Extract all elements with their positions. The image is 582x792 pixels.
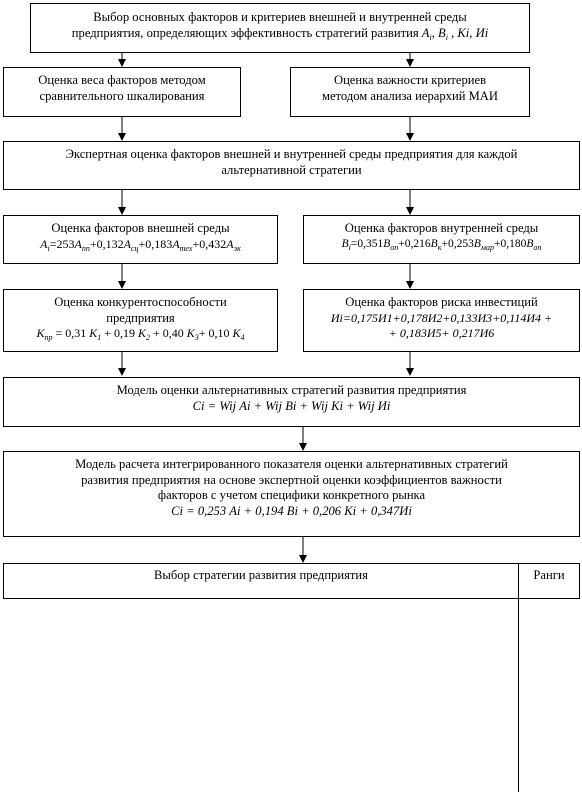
box-select-factors-line2: предприятия, определяющих эффективность стратегий развития $А_i$, $В_i$ , Ki, Иi [71, 25, 489, 42]
box-investment-risk-title: Оценка факторов риска инвестиций [345, 295, 538, 309]
box-integrated-indicator-line2: развития предприятия на основе экспертной оценки коэффициентов важности [81, 472, 502, 487]
box-criteria-importance-line2: методом анализа иерархий МАИ [321, 88, 498, 103]
box-factor-weight [3, 67, 241, 117]
table-header-ranks: Ранги [533, 568, 565, 582]
table-header-strategy: Выбор стратегии развития предприятия [154, 568, 368, 582]
box-integrated-indicator-line1: Модель расчета интегрированного показателя оценки альтернативных стратегий [75, 457, 508, 471]
box-expert-assessment-line1: Экспертная оценка факторов внешней и внутренней среды предприятия для каждой [65, 147, 518, 161]
box-criteria-importance-line1: Оценка важности критериев [333, 73, 487, 87]
internal-formula: $В_i=0,351В_{оп}+0,216В_к+0,253В_{мар}+0,180В_{оп}$ [341, 237, 542, 252]
box-strategy-model-line1: Модель оценки альтернативных стратегий развития предприятия [116, 383, 467, 397]
box-expert-assessment-line2: альтернативной стратегии [221, 162, 362, 177]
box-select-factors-line1: Выбор основных факторов и критериев внешней и внутренней среды [93, 10, 467, 24]
box-external-factors-title: Оценка факторов внешней среды [51, 221, 230, 235]
box-external-factors [3, 215, 278, 264]
competitiveness-formula: $К_{пр} = 0,31$ $К_1 + 0,19$ $К_2 + 0,40$ $К_3+ 0,10$ $К_4$ [36, 326, 245, 342]
box-integrated-indicator-line3: факторов с учетом специфики конкретного рынка [157, 488, 426, 502]
risk-formula-line1: Иi=0,175И1+0,178И2+0,133И3+0,114И4 + [330, 310, 553, 325]
box-integrated-indicator [3, 451, 580, 537]
box-investment-risk [303, 289, 580, 352]
table-column-divider [518, 563, 519, 792]
box-factor-weight-line2: сравнительного шкалирования [39, 88, 205, 103]
box-internal-factors [303, 215, 580, 264]
box-internal-factors-title: Оценка факторов внутренней среды [344, 221, 539, 235]
external-formula: $А_i=253А_{пп}+0,132А_{сц}+0,183А_{тех}+0,432А_{эк}$ [40, 236, 241, 253]
box-competitiveness-line2: предприятия [106, 310, 175, 325]
strategy-model-formula: Ci = Wij Аi + Wij Bi + Wij Ki + Wij Иi [192, 398, 391, 413]
risk-formula-line2: + 0,183И5+ 0,217И6 [388, 326, 495, 340]
table-header-bottom-border [3, 598, 580, 599]
box-select-factors [30, 3, 530, 53]
table-right-border [579, 563, 580, 599]
box-expert-assessment [3, 141, 580, 190]
box-competitiveness-line1: Оценка конкурентоспособности [54, 295, 227, 309]
integrated-formula: Ci = 0,253 Аi + 0,194 Bi + 0,206 Ki + 0,347Иi [171, 503, 412, 518]
box-criteria-importance [290, 67, 530, 117]
table-top-border [3, 563, 580, 564]
box-strategy-model [3, 377, 580, 427]
box-competitiveness [3, 289, 278, 352]
box-factor-weight-line1: Оценка веса факторов методом [38, 73, 206, 87]
